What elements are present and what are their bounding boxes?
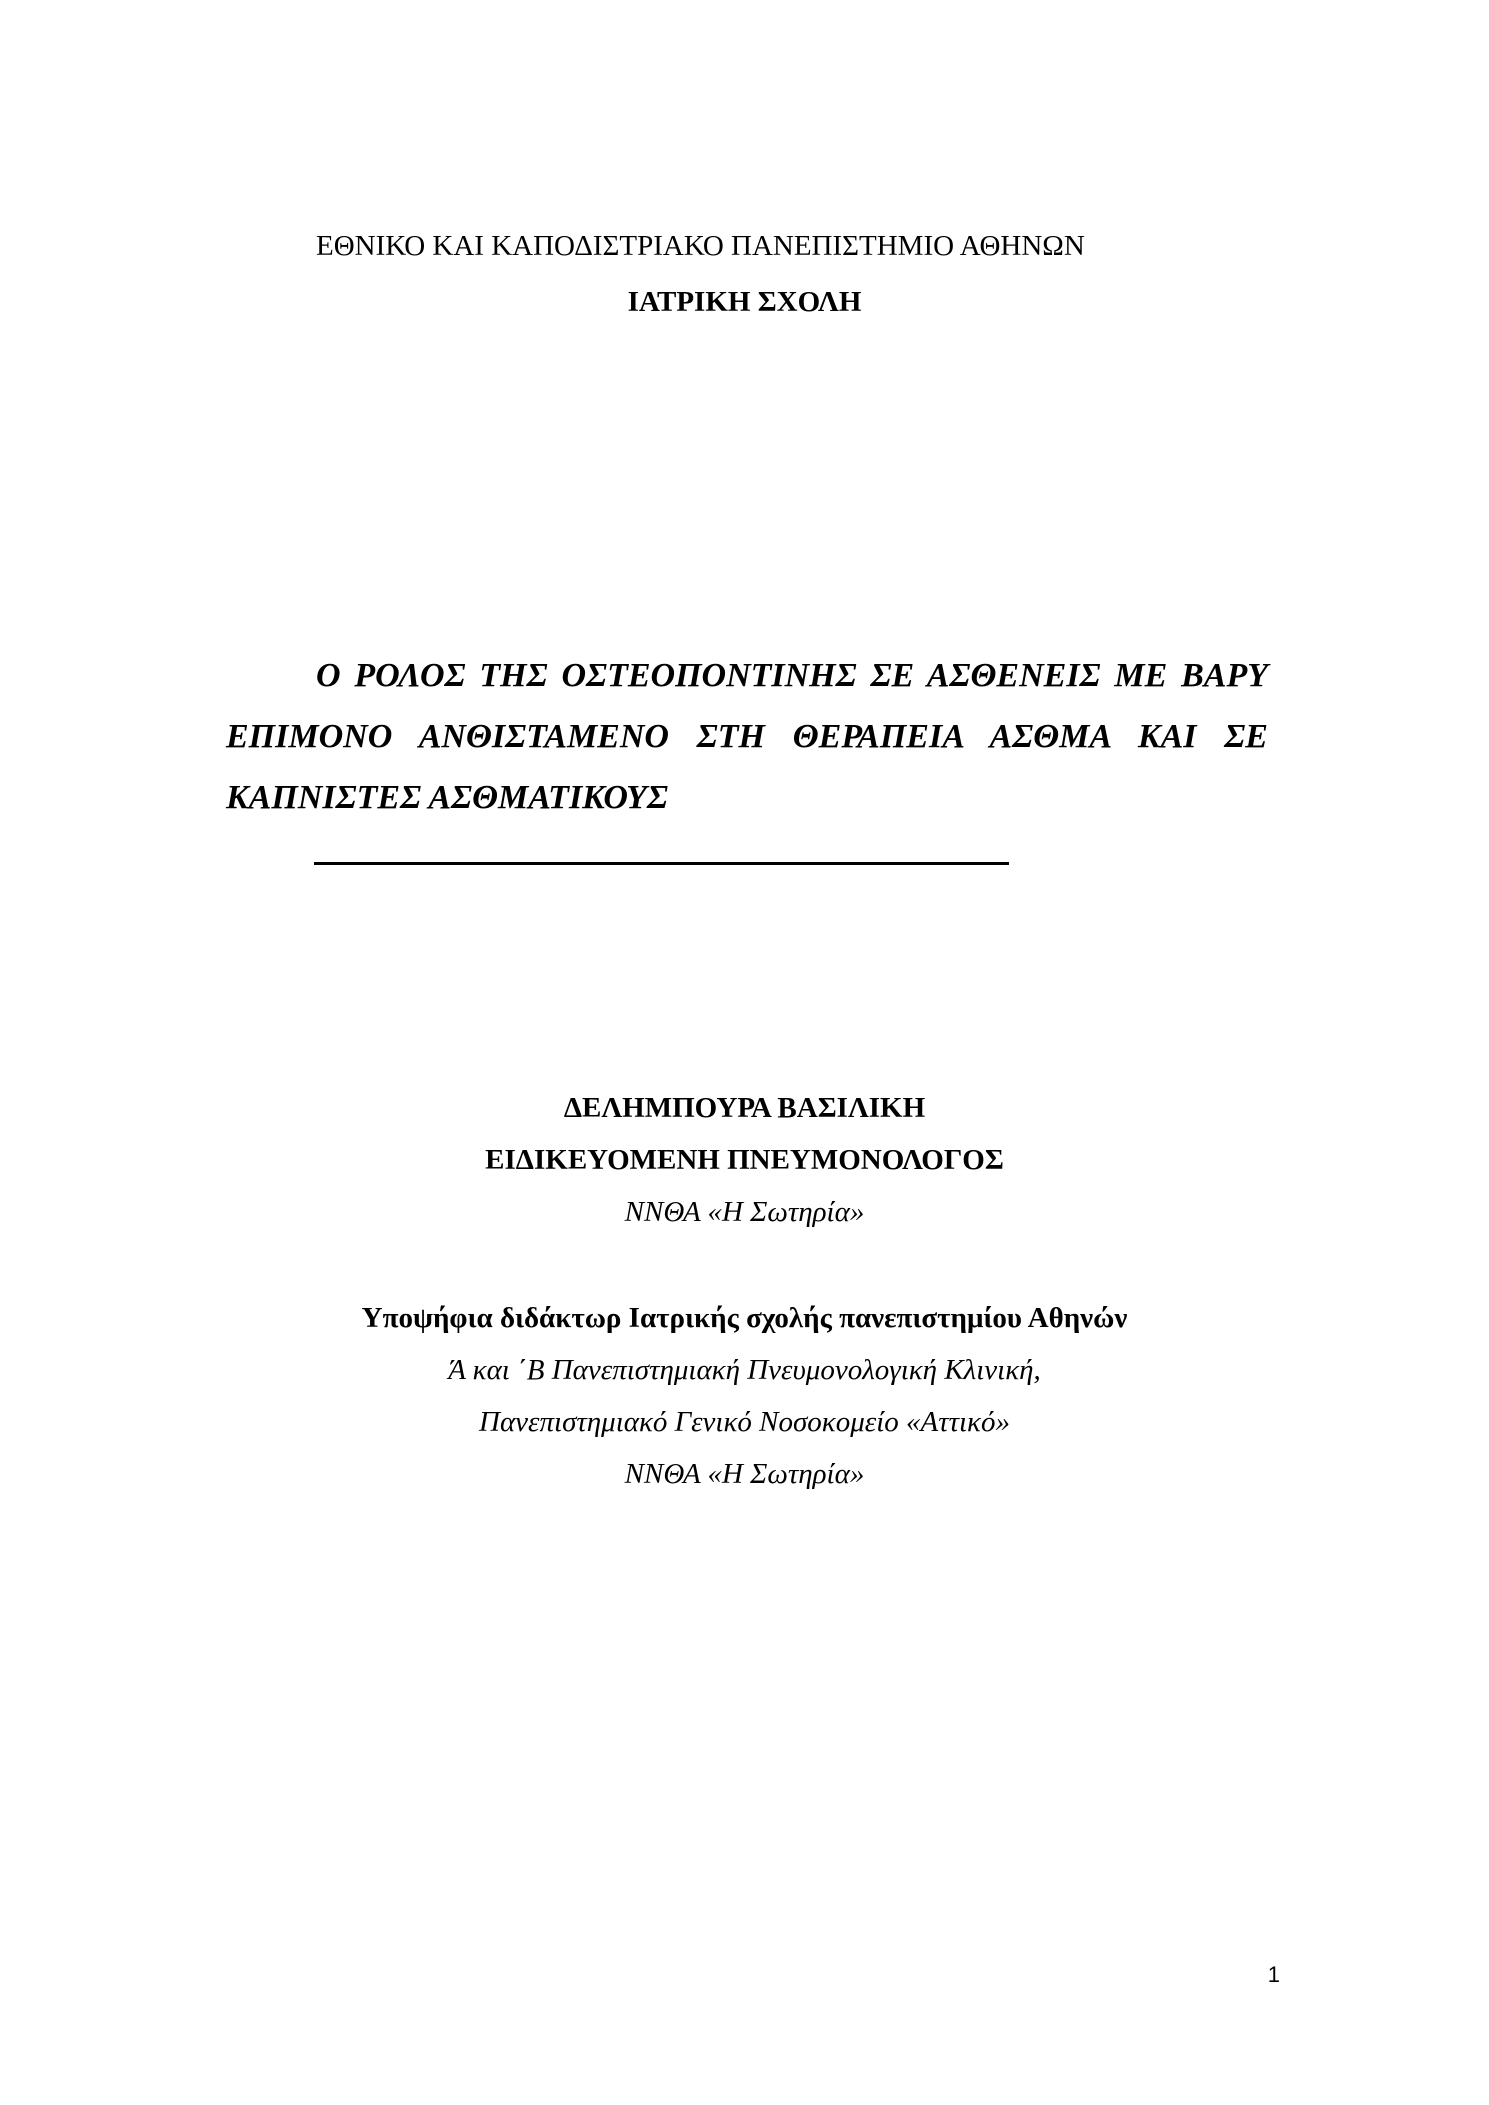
candidacy-hospital-sotiria: ΝΝΘΑ «Η Σωτηρία»	[624, 1458, 865, 1490]
page-number: 1	[1267, 1962, 1280, 1987]
school-name: ΙΑΤΡΙΚΗ ΣΧΟΛΗ	[627, 286, 862, 318]
author-name: ΔΕΛΗΜΠΟΥΡΑ ΒΑΣΙΛΙΚΗ	[563, 1092, 926, 1124]
title-divider	[314, 862, 1009, 865]
author-hospital: ΝΝΘΑ «Η Σωτηρία»	[624, 1196, 865, 1228]
candidacy-hospital-attikon: Πανεπιστημιακό Γενικό Νοσοκομείο «Αττικό»	[479, 1406, 1010, 1438]
candidacy-clinic: Ά και ΄Β Πανεπιστημιακή Πνευμονολογική Κλινική,	[448, 1354, 1041, 1386]
thesis-title: Ο ΡΟΛΟΣ ΤΗΣ ΟΣΤΕΟΠΟΝΤΙΝΗΣ ΣΕ ΑΣΘΕΝΕΙΣ ΜΕ ΒΑΡΥ ΕΠΙΜΟΝΟ ΑΝΘΙΣΤΑΜΕΝΟ ΣΤΗ ΘΕΡΑΠΕΙΑ ΑΣΘΜΑ ΚΑΙ ΣΕ ΚΑΠΝΙΣΤΕΣ ΑΣΘΜΑΤΙΚΟΥΣ	[226, 657, 1268, 816]
university-name: ΕΘΝΙΚΟ ΚΑΙ ΚΑΠΟΔΙΣΤΡΙΑΚΟ ΠΑΝΕΠΙΣΤΗΜΙΟ ΑΘΗΝΩΝ	[316, 230, 1085, 262]
candidacy-role: Υποψήφια διδάκτωρ Ιατρικής σχολής πανεπιστημίου Αθηνών	[361, 1302, 1128, 1334]
author-position: ΕΙΔΙΚΕΥΟΜΕΝΗ ΠΝΕΥΜΟΝΟΛΟΓΟΣ	[485, 1144, 1004, 1176]
